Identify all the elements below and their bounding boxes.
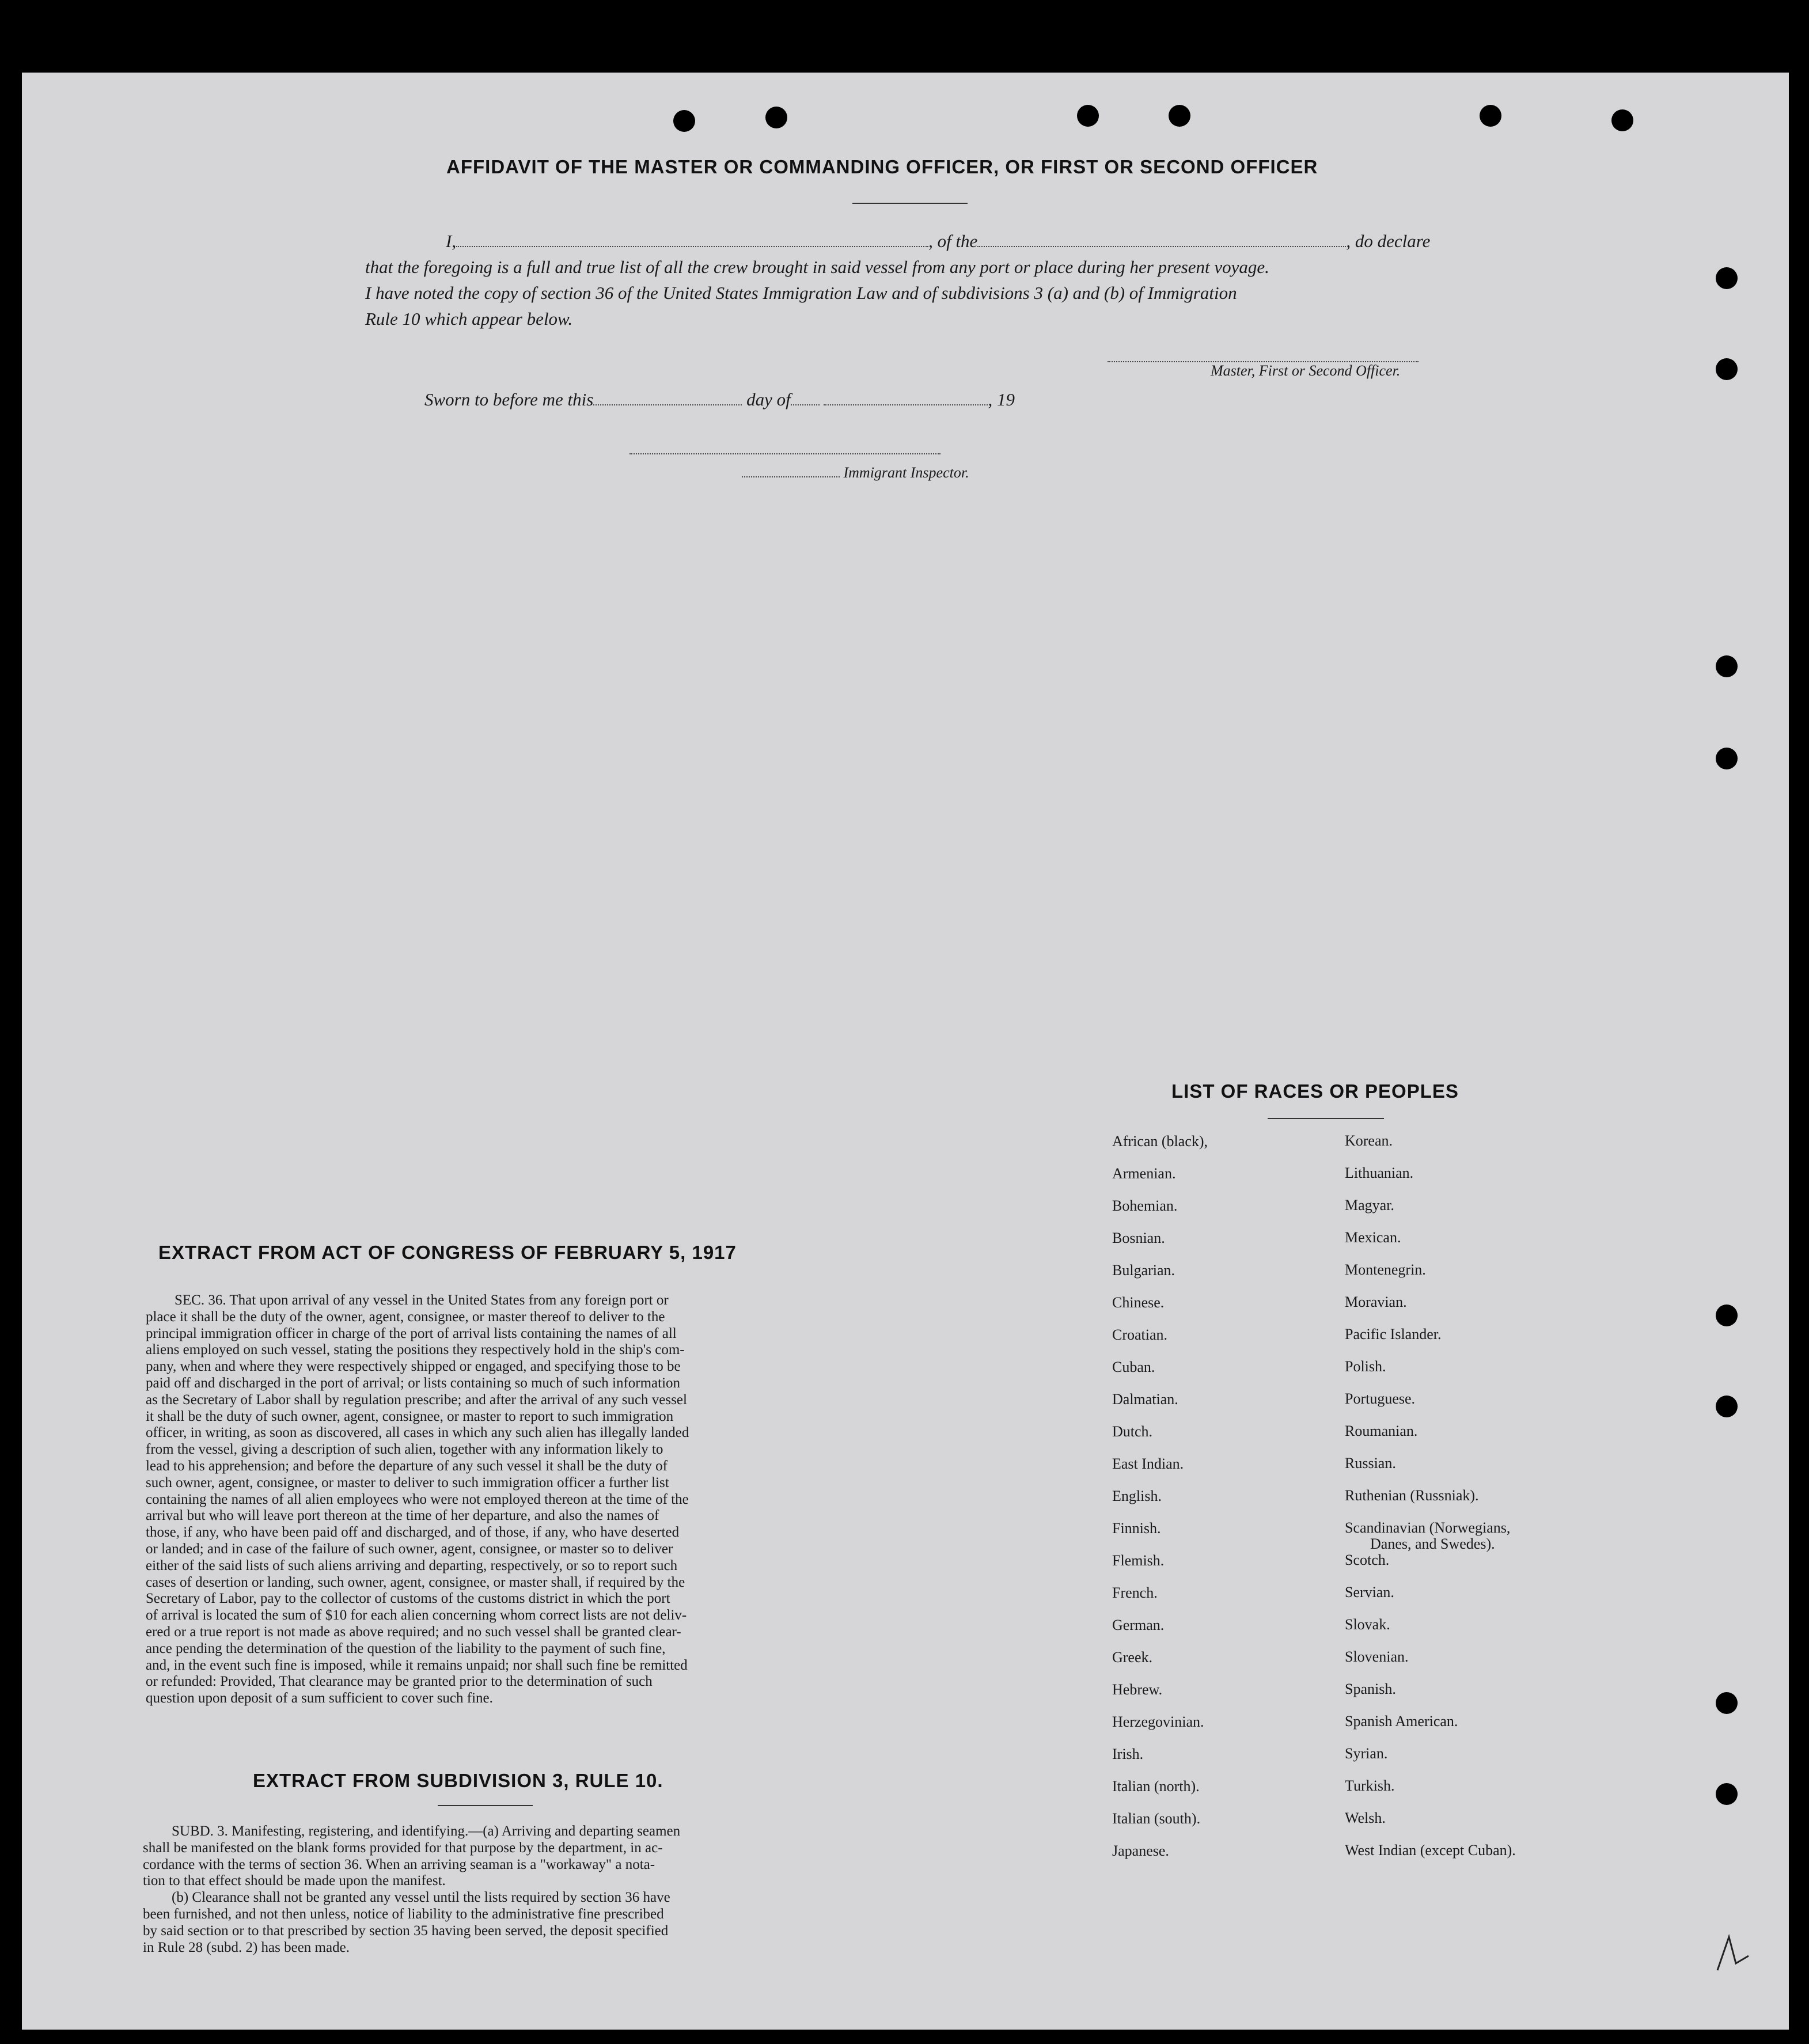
race-item: Montenegrin. [1345, 1261, 1426, 1278]
races-left-column [1112, 1133, 1208, 1875]
punch-hole [765, 107, 787, 128]
race-item: Herzegovinian. [1112, 1713, 1204, 1730]
punch-hole [1716, 748, 1738, 769]
race-item: German. [1112, 1617, 1165, 1633]
text-line: question upon deposit of a sum sufficient to cover such fine. [146, 1690, 493, 1707]
race-item: French. [1112, 1584, 1158, 1601]
race-item: East Indian. [1112, 1455, 1184, 1472]
races-title: LIST OF RACES OR PEOPLES [1171, 1080, 1459, 1102]
day-of-label: day of [746, 389, 791, 409]
punch-hole [1716, 1304, 1738, 1326]
race-item: Hebrew. [1112, 1681, 1163, 1698]
divider [852, 203, 968, 204]
race-item: Italian (north). [1112, 1778, 1200, 1795]
race-item: African (black), [1112, 1133, 1208, 1150]
race-item: West Indian (except Cuban). [1345, 1842, 1516, 1859]
text-line: arrival but who will leave port thereon at the time of her departure, and also the names of [146, 1508, 659, 1524]
race-item: Servian. [1345, 1584, 1394, 1601]
race-item: Dalmatian. [1112, 1391, 1178, 1408]
text-line: been furnished, and not then unless, notice of liability to the administrative fine prescribed [143, 1906, 664, 1922]
punch-hole [1611, 109, 1633, 131]
text-line: those, if any, who have been paid off and discharged, and of those, if any, who have deserted [146, 1525, 680, 1541]
punch-hole [673, 110, 695, 132]
text-line: or landed; and in case of the failure of such owner, agent, consignee, or master so to deliver [146, 1541, 673, 1557]
sworn-line [424, 389, 1015, 410]
inspector-label: Immigrant Inspector. [843, 464, 969, 481]
punch-hole [1077, 105, 1099, 127]
text-line: cases of desertion or landing, such owner, agent, consignee, or master shall, if required by the [146, 1574, 685, 1590]
punch-hole [1716, 1395, 1738, 1417]
text-line: and, in the event such fine is imposed, while it remains unpaid; nor shall such fine be remitted [146, 1657, 688, 1673]
race-item: Finnish. [1112, 1520, 1161, 1537]
do-declare-label: , do declare [1346, 231, 1431, 251]
rule-extract-title: EXTRACT FROM SUBDIVISION 3, RULE 10. [253, 1770, 663, 1791]
race-item: Spanish. [1345, 1681, 1396, 1697]
text-line: or refunded: Provided, That clearance may be granted prior to the determination of such [146, 1674, 653, 1690]
declaration-line-2: that the foregoing is a full and true list of all the crew brought in said vessel from any port or place during her present voyage. [365, 257, 1269, 277]
text-line: in Rule 28 (subd. 2) has been made. [143, 1939, 350, 1955]
race-item: Dutch. [1112, 1423, 1153, 1440]
year-prefix: , 19 [988, 389, 1015, 409]
sworn-day-field[interactable] [593, 404, 742, 405]
race-item: Irish. [1112, 1746, 1144, 1762]
text-line: lead to his apprehension; and before the departure of any such vessel it shall be the duty of [146, 1458, 668, 1474]
of-the-label: , of the [928, 231, 978, 251]
race-item: Scotch. [1345, 1552, 1390, 1568]
race-item: Scandinavian (Norwegians, [1345, 1519, 1511, 1536]
text-line: (b) Clearance shall not be granted any vessel until the lists required by section 36 have [172, 1890, 670, 1906]
race-item: Syrian. [1345, 1745, 1388, 1762]
inspector-line [742, 464, 969, 481]
text-line: pany, when and where they were respectively shipped or engaged, and specifying those to be [146, 1359, 681, 1375]
text-line: Secretary of Labor, pay to the collector of customs of the customs district in which the port [146, 1591, 670, 1607]
text-line: it shall be the duty of such owner, agent, consignee, or master to report to such immigration [146, 1408, 674, 1424]
race-item: Welsh. [1345, 1810, 1386, 1826]
text-line: of arrival is located the sum of $10 for each alien concerning whom correct lists are not deliv- [146, 1607, 687, 1624]
declaration-line-3: I have noted the copy of section 36 of the United States Immigration Law and of subdivisions 3 (a) and (b) of Immigration [365, 283, 1237, 303]
race-item: Bosnian. [1112, 1230, 1165, 1246]
race-item: Roumanian. [1345, 1423, 1418, 1439]
text-line: such owner, agent, consignee, or master to deliver to such immigration officer a further list [146, 1474, 669, 1491]
race-item: Chinese. [1112, 1294, 1165, 1311]
race-item: Korean. [1345, 1132, 1393, 1149]
text-line: ance pending the determination of the question of the liability to the payment of such fine, [146, 1640, 666, 1656]
text-line: principal immigration officer in charge of the port of arrival lists containing the names of all [146, 1325, 677, 1341]
punch-hole [1716, 1692, 1738, 1714]
punch-hole [1716, 267, 1738, 289]
race-item: Slovenian. [1345, 1648, 1409, 1665]
race-item: Bulgarian. [1112, 1262, 1175, 1279]
text-line: containing the names of all alien employees who were not employed thereon at the time of the [146, 1491, 689, 1507]
punch-hole [1716, 358, 1738, 380]
text-line: as the Secretary of Labor shall by regulation prescribe; and after the arrival of any such vessel [146, 1391, 687, 1408]
text-line: shall be manifested on the blank forms provided for that purpose by the department, in ac- [143, 1840, 663, 1856]
race-item: Italian (south). [1112, 1810, 1201, 1827]
vessel-name-field[interactable] [977, 246, 1346, 247]
rule-extract-text [143, 1823, 822, 1956]
master-signature-label: Master, First or Second Officer. [1211, 362, 1401, 379]
race-item: Armenian. [1112, 1165, 1176, 1182]
sworn-month-field[interactable] [824, 404, 988, 405]
punch-hole [1480, 105, 1501, 127]
text-line: tion to that effect should be made upon the manifest. [143, 1873, 446, 1889]
race-item: Croatian. [1112, 1326, 1168, 1343]
text-line: either of the said lists of such aliens arriving and departing, respectively, or so to report such [146, 1557, 678, 1573]
race-item: Cuban. [1112, 1359, 1155, 1375]
act-extract-title: EXTRACT FROM ACT OF CONGRESS OF FEBRUARY 5, 1917 [158, 1242, 737, 1263]
declarant-prefix: I, [446, 231, 457, 251]
sworn-prefix: Sworn to before me this [424, 389, 594, 409]
race-item: Turkish. [1345, 1777, 1395, 1794]
race-item: Greek. [1112, 1649, 1153, 1666]
race-item: Mexican. [1345, 1229, 1401, 1246]
text-line: aliens employed on such vessel, stating the positions they respectively hold in the ship's com- [146, 1342, 685, 1358]
declaration-line-4: Rule 10 which appear below. [365, 309, 573, 329]
text-line: cordance with the terms of section 36. When an arriving seaman is a "workaway" a nota- [143, 1856, 655, 1872]
divider [1268, 1118, 1384, 1119]
race-item: Moravian. [1345, 1294, 1407, 1310]
race-item: Portuguese. [1345, 1390, 1416, 1407]
punch-hole [1716, 1783, 1738, 1805]
race-item: Japanese. [1112, 1842, 1169, 1859]
races-right-column [1345, 1133, 1516, 1875]
text-line: ered or a true report is not made as above required; and no such vessel shall be granted clear- [146, 1624, 681, 1640]
text-line: paid off and discharged in the port of arrival; or lists containing so much of such information [146, 1375, 681, 1391]
text-line: from the vessel, giving a description of such alien, together with any information likely to [146, 1442, 663, 1458]
race-item: Lithuanian. [1345, 1165, 1414, 1181]
race-item: Flemish. [1112, 1552, 1165, 1569]
affidavit-title: AFFIDAVIT OF THE MASTER OR COMMANDING OFFICER, OR FIRST OR SECOND OFFICER [446, 156, 1318, 177]
race-item: Russian. [1345, 1455, 1396, 1472]
punch-hole [1716, 655, 1738, 677]
text-line: officer, in writing, as soon as discovered, all cases in which any such alien has illegally landed [146, 1425, 689, 1441]
declaration [365, 228, 1482, 332]
text-line: SUBD. 3. Manifesting, registering, and identifying.—(a) Arriving and departing seamen [172, 1823, 681, 1839]
race-item: Slovak. [1345, 1616, 1390, 1633]
inspector-signature-field[interactable] [629, 447, 940, 457]
race-item: Danes, and Swedes). [1370, 1535, 1495, 1552]
race-item: Pacific Islander. [1345, 1326, 1442, 1343]
race-item: Bohemian. [1112, 1197, 1178, 1214]
race-item: Ruthenian (Russniak). [1345, 1487, 1479, 1504]
race-item: Polish. [1345, 1358, 1386, 1375]
race-item: Magyar. [1345, 1197, 1394, 1213]
act-extract-text [146, 1292, 822, 1707]
race-item: English. [1112, 1488, 1162, 1504]
declarant-name-field[interactable] [456, 246, 928, 247]
form-page [22, 73, 1789, 2030]
text-line: place it shall be the duty of the owner, agent, consignee, or master thereof to deliver to the [146, 1309, 665, 1325]
handwritten-mark-icon [1713, 1930, 1753, 1976]
text-line: SEC. 36. That upon arrival of any vessel in the United States from any foreign port or [175, 1292, 669, 1308]
divider [438, 1805, 533, 1806]
text-line: by said section or to that prescribed by section 35 having been served, the deposit specified [143, 1922, 669, 1939]
race-item: Spanish American. [1345, 1713, 1458, 1730]
punch-hole [1169, 105, 1190, 127]
